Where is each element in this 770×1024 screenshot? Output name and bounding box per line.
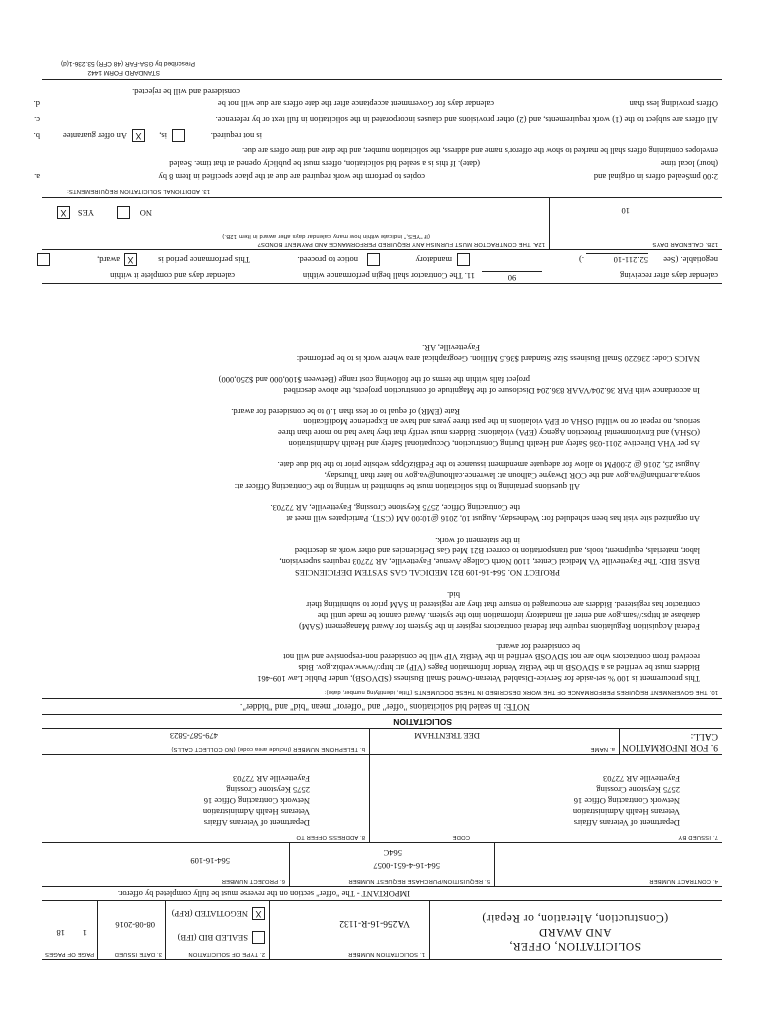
item13-b-is: is,	[159, 131, 167, 141]
page-label: PAGE OF PAGES	[44, 951, 94, 957]
item13-a-date: (date). If this is a sealed bid solicitation, offers must be publicly opened at that time. Sealed	[169, 159, 480, 169]
item11-text-b: calendar days and complete it within	[110, 271, 235, 281]
para-magnitude: In accordance with FAR 36.204/VAAR 836.204 Disclosure of the Magnitude of construction projects, the above described project falls within the terms of the following cost range (Between $100,000 and $250,000)	[218, 375, 700, 396]
solicitation-heading: SOLICITATION	[393, 717, 452, 727]
item13-c-text: All offers are subject to the (1) work requirements, and (2) other provisions and clauses incorporated in the solicitation in full text or by reference.	[215, 115, 718, 125]
footer-prescribed: Prescribed by GSA-FAR (48 CFR) 53.236-1(d)	[60, 60, 195, 67]
negotiable-checkbox[interactable]	[457, 253, 470, 266]
no-label: NO	[139, 208, 152, 218]
item11-days: 90	[482, 271, 542, 283]
requisition-label: 5. REQUISITION/PURCHASE REQUEST NUMBER	[348, 878, 490, 884]
contract-label: 4. CONTRACT NUMBER	[649, 878, 718, 884]
sol-number: VA256-16-R-1132	[339, 918, 410, 928]
award-checkbox[interactable]: X	[124, 253, 137, 266]
project-number: 564-16-109	[190, 856, 230, 866]
para-naics: NAICS Code: 236220 Small Business Size Standard $36.5 Million. Geographical area where work is to be performed: Fayetteville, AR.	[296, 343, 700, 364]
form-title-line2: AND AWARD	[538, 926, 612, 938]
contact-name: DEE TRENTHAM	[414, 731, 480, 741]
name-label: a. NAME	[590, 746, 615, 752]
requisition-number: 564-16-4-651-0057	[373, 861, 440, 871]
date-issued-label: 3. DATE ISSUED	[114, 951, 162, 957]
issued-by-label: 7. ISSUED BY	[678, 834, 718, 840]
address-line-1: Department of Veterans Affairs	[203, 818, 310, 828]
phone-label: b. TELEPHONE NUMBER (Include area code) (NO COLLECT CALLS)	[171, 746, 365, 752]
issued-code-label: CODE	[452, 834, 470, 840]
yes-label: YES	[77, 208, 94, 218]
type-label: 2. TYPE OF SOLICITATION	[188, 951, 265, 957]
important-note: IMPORTANT - The "offer" section on the reverse must be fully completed by offeror.	[117, 889, 410, 899]
para-sam: Federal Acquisition Regulations require that federal contractors register in the System for Award Management (SAM) database at https://sam.gov and enter all mandatory information into the system. Award cannot be made until the contractor has registered. Bidders are encouraged to ensure that they are registered in SAM prior to submitting their bid.	[299, 589, 700, 632]
item10-label: 10. THE GOVERNMENT REQUIRES PERFORMANCE OF THE WORK DESCRIBED IN THESE DOCUMENTS (Title, identifying number, date):	[324, 689, 718, 695]
form-title-line1: SOLICITATION, OFFER,	[508, 940, 642, 952]
item11-text-a: 11. The Contractor shall begin performance within	[302, 271, 475, 281]
item12a-sub: (If "YES," indicate within how many calendar days after award in Item 12B.)	[222, 233, 430, 239]
contact-phone: 479-587-5823	[169, 731, 218, 741]
item11-negotiable-label: negotiable. (See	[663, 255, 718, 265]
item13-c-mark: c.	[34, 115, 40, 125]
negotiated-label: NEGOTIATED (RFP)	[171, 909, 248, 919]
address-line-4: 2575 Keystone Crossing	[226, 785, 310, 795]
yes-checkbox[interactable]: X	[57, 206, 70, 219]
footer-form-number: STANDARD FORM 1442	[87, 69, 160, 76]
item12b-value: 10	[621, 206, 630, 216]
address-line-5: Fayetteville AR 72703	[233, 774, 310, 784]
item13-d-text2: calendar days for Government acceptance after the date offers are due will not be	[217, 99, 494, 109]
sol-number-label: 1. SOLICITATION NUMBER	[348, 951, 425, 957]
sealed-bid-label: SEALED BID (IFB)	[177, 933, 248, 943]
page-number: 1	[82, 928, 87, 938]
item13-a-text1: Sealed offers in original and	[593, 172, 690, 182]
item13-a-time: 2:00 pm	[689, 172, 718, 182]
offer-guarantee-is-checkbox[interactable]: X	[132, 129, 145, 142]
no-checkbox[interactable]	[117, 206, 130, 219]
item11-text-c: calendar days after receiving	[620, 271, 718, 281]
solicitation-note: NOTE: In sealed bid solicitations "offer" and "offeror" mean "bid" and "bidder".	[240, 702, 530, 712]
issued-line-3: Network Contracting Office 16	[573, 796, 680, 806]
item12b-label: 12B. CALENDAR DAYS	[652, 241, 718, 247]
address-label: 8. ADDRESS OFFER TO	[296, 834, 365, 840]
item13-d-text1: Offers providing less than	[629, 99, 718, 109]
item13-b-text1: An offer guarantee	[62, 131, 127, 141]
address-line-2: Veterans Health Administration	[202, 807, 310, 817]
issued-line-2: Veterans Health Administration	[572, 807, 680, 817]
issued-line-1: Department of Veterans Affairs	[573, 818, 680, 828]
date-issued: 08-08-2016	[115, 920, 155, 930]
sealed-bid-checkbox[interactable]	[252, 931, 265, 944]
notice-checkbox[interactable]	[37, 253, 50, 266]
address-line-3: Network Contracting Office 16	[203, 796, 310, 806]
requisition-code: 564C	[383, 848, 402, 858]
issued-line-4: 2575 Keystone Crossing	[596, 785, 680, 795]
para-sdvosb: This procurement is 100 % set-aside for Service-Disabled Veteran-Owned Small Business (SDVOSB), under Public Law 109-461 Bidders must be verified as a SDVOSB in the VetBiz Vendor Information Pages (VIP) at: http://www.vetbiz.gov. Bids received from contractors who are not SDVOSB verified in the VetBiz VIP will be considered non-responsive and will not be considered for award.	[257, 641, 700, 684]
project-label: 6. PROJECT NUMBER	[221, 878, 285, 884]
issued-line-5: Fayetteville AR 72703	[603, 774, 680, 784]
para-project: PROJECT NO. 564-16-109 B21 MEDICAL GAS SYSTEM DEFICIENCIES BASE BID: The Fayetteville VA Medical Center, 1100 North College Avenue, Fayetteville, AR 72703 requires supervision, labor, materials, equipment, tools, and transportation to correct B21 Med Gas Deficiencies and other work as described in the statement of work.	[279, 535, 700, 578]
para-questions: All questions pertaining to this solicitation must be submitted in writing to the Contracting Officer at: sonya.a.renthan@va.gov and the COR Dwayne Calhoun at: lawrence.calhoun@va.gov no later than Thursday, August 25, 2016 @ 2:00PM to allow for adequate amendment issuance to the FedBizOpps website prior to the bid due date.	[234, 460, 700, 492]
item13-a-text3: (hour) local time	[660, 159, 718, 169]
item13-b-not: is not required.	[210, 131, 262, 141]
item13-b-mark: b.	[33, 131, 40, 141]
item11-award-label: award,	[97, 255, 120, 265]
item11-close: .)	[579, 255, 584, 265]
offer-guarantee-not-checkbox[interactable]	[172, 129, 185, 142]
item13-d-text3: considered and will be rejected.	[132, 87, 240, 97]
form-title-line3: (Construction, Alteration, or Repair)	[481, 912, 669, 924]
item11-mandatory-label: mandatory	[415, 255, 452, 265]
item11-perf-label: This performance period is	[158, 255, 250, 265]
info-label-1: 9. FOR INFORMATION	[622, 742, 718, 752]
item13-d-mark: d.	[33, 99, 40, 109]
page-total: 18	[56, 928, 65, 938]
info-label-2: CALL:	[690, 731, 718, 741]
item13-a-text4: envelopes containing offers shall be marked to show the offeror's name and address, the solicitation number, and the date and time offers are due.	[242, 146, 718, 155]
item11-notice-label: notice to proceed.	[297, 255, 358, 265]
para-osha: As per VHA Directive 2011-036 Safety and Health During Construction, Occupational Safety and Health Administration (OSHA) and Environmental Protection Agency (EPA) violations: Bidders must verify that they have had no more than three serious, no repeat or no willful OSHA or EPA violations in the past three years and have an Experience Modification Rate (EMR) of equal to or less than 1.0 to be considered for award.	[231, 406, 700, 449]
item11-see-ref: 52.211-10	[586, 253, 648, 265]
item12a-label: 12A. THE CONTRACTOR MUST FURNISH ANY REQUIRED PERFORMANCE AND PAYMENT BONDS?	[257, 241, 545, 247]
item13-a-mark: a.	[34, 172, 40, 182]
item13-label: 13. ADDITIONAL SOLICITATION REQUIREMENTS:	[66, 188, 210, 194]
mandatory-checkbox[interactable]	[367, 253, 380, 266]
para-site-visit: An organized site visit has been scheduled for: Wednesday, August 10, 2016 @10:00 AM (CST). Participates will meet at the Contracting Office, 2575 Keystone Crossing, Fayetteville, AR 72703.	[270, 503, 700, 524]
item13-a-text2: copies to perform the work required are due at the place specified in Item 8 by	[158, 172, 425, 182]
negotiated-checkbox[interactable]: X	[252, 907, 265, 920]
